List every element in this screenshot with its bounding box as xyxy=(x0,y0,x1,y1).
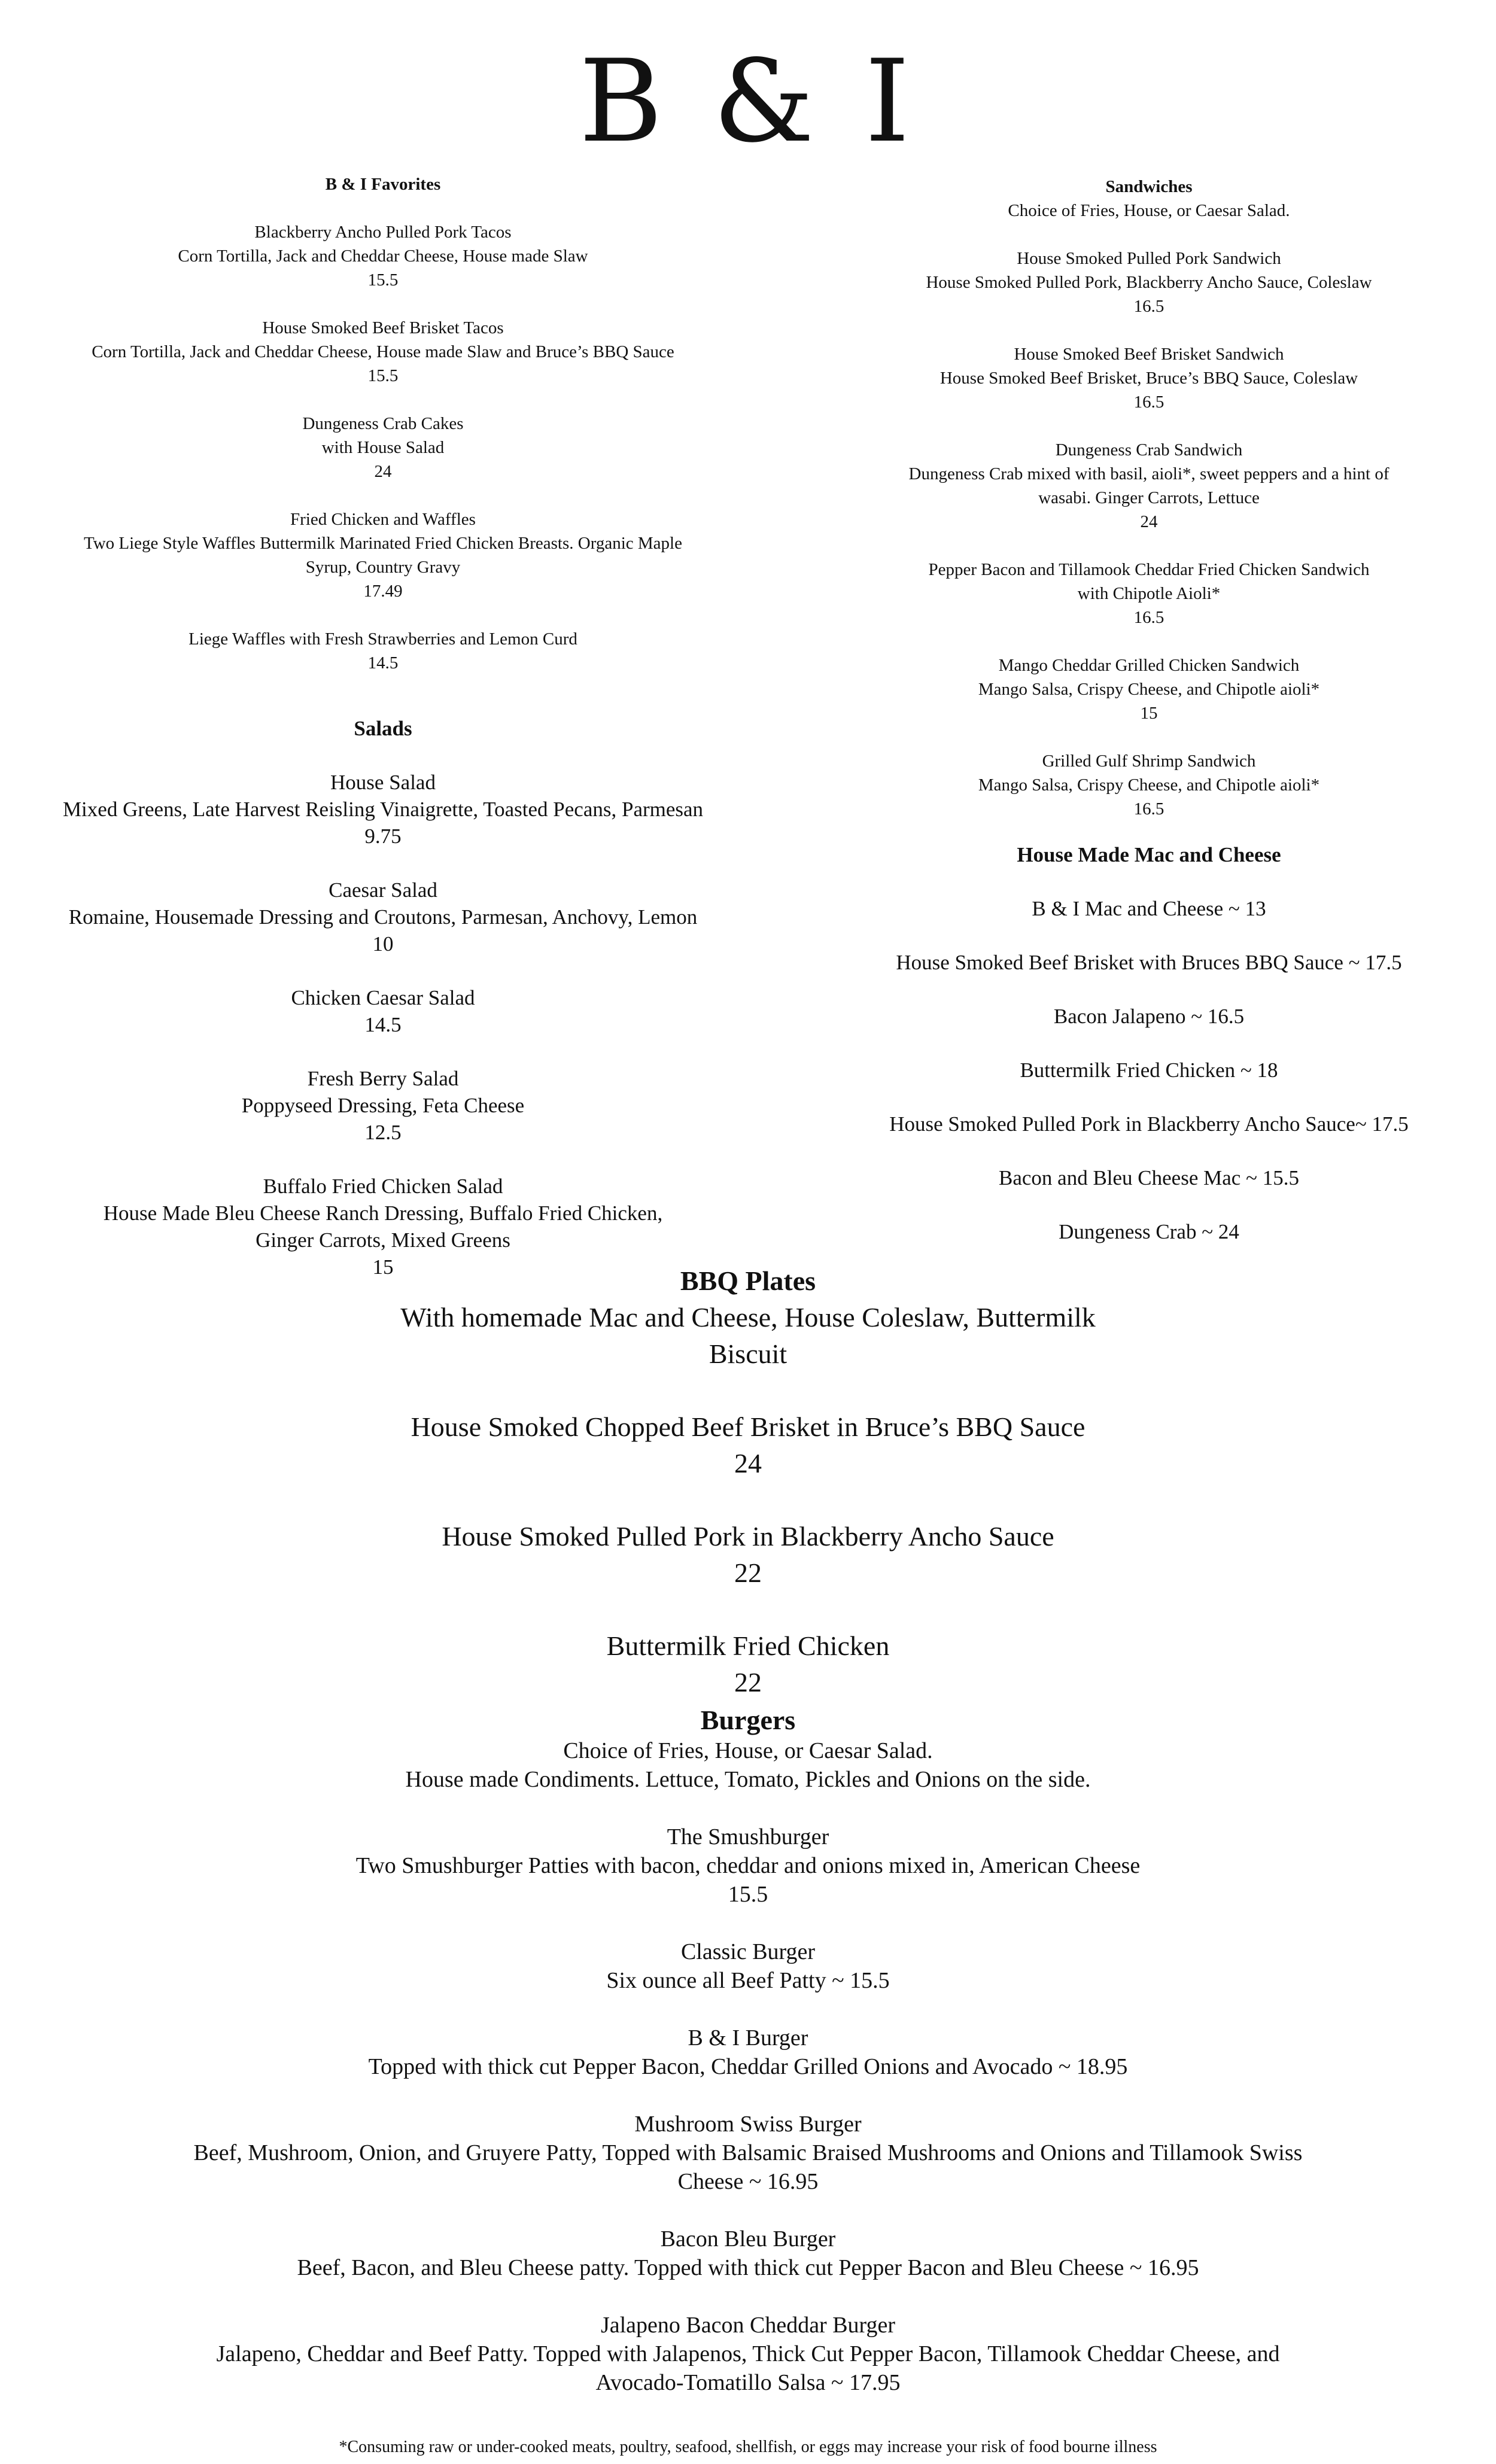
menu-item xyxy=(850,749,1448,821)
item-name: Mango Cheddar Grilled Chicken Sandwich xyxy=(998,656,1300,675)
mac-title: House Made Mac and Cheese xyxy=(1017,843,1281,866)
item-name: Jalapeno Bacon Cheddar Burger xyxy=(600,2313,896,2338)
item-description: Beef, Bacon, and Bleu Cheese patty. Topped with thick cut Pepper Bacon and Bleu Cheese ~ 16.95 xyxy=(297,2255,1199,2280)
menu-item xyxy=(60,1409,1436,1482)
item-name: House Smoked Beef Brisket Sandwich xyxy=(1014,345,1284,364)
menu-item xyxy=(850,342,1448,414)
food-safety-footnote: *Consuming raw or under-cooked meats, poultry, seafood, shellfish, or eggs may increase your risk of food bourne illness xyxy=(339,2438,1157,2456)
salads-title: Salads xyxy=(354,717,412,740)
burgers-subtitle: House made Condiments. Lettuce, Tomato, Pickles and Onions on the side. xyxy=(405,1767,1091,1792)
item-price: 24 xyxy=(734,1448,762,1479)
sandwiches-section xyxy=(850,175,1448,821)
item-name: Dungeness Crab Cakes xyxy=(302,414,464,433)
burgers-section xyxy=(60,1704,1436,2397)
item-price: 16.5 xyxy=(1133,297,1164,316)
item-name: Pepper Bacon and Tillamook Cheddar Fried Chicken Sandwich xyxy=(928,560,1370,579)
item-name: Liege Waffles with Fresh Strawberries and Lemon Curd xyxy=(188,629,577,649)
item-description: wasabi. Ginger Carrots, Lettuce xyxy=(1038,488,1260,507)
burgers-subtitle: Choice of Fries, House, or Caesar Salad. xyxy=(563,1738,933,1763)
item-description: Corn Tortilla, Jack and Cheddar Cheese, House made Slaw xyxy=(178,247,588,266)
item-description: House Made Bleu Cheese Ranch Dressing, Buffalo Fried Chicken, xyxy=(103,1201,663,1225)
item-description: Jalapeno, Cheddar and Beef Patty. Topped with Jalapenos, Thick Cut Pepper Bacon, Tillamook Cheddar Cheese, and xyxy=(216,2341,1280,2366)
menu-item xyxy=(850,438,1448,534)
item-description: Two Smushburger Patties with bacon, cheddar and onions mixed in, American Cheese xyxy=(355,1853,1141,1878)
burgers-title: Burgers xyxy=(700,1705,796,1735)
item-name: Dungeness Crab Sandwich xyxy=(1055,440,1243,460)
item-name: Fried Chicken and Waffles xyxy=(290,510,476,529)
menu-item xyxy=(60,2110,1436,2196)
mac-section xyxy=(850,841,1448,1245)
menu-item: House Smoked Beef Brisket with Bruces BBQ Sauce ~ 17.5 xyxy=(896,951,1402,974)
item-name: Grilled Gulf Shrimp Sandwich xyxy=(1042,752,1256,771)
item-description: Poppyseed Dressing, Feta Cheese xyxy=(241,1094,525,1117)
menu-item: House Smoked Pulled Pork in Blackberry Ancho Sauce~ 17.5 xyxy=(889,1112,1409,1136)
item-price: 15 xyxy=(1140,704,1158,723)
item-price: 10 xyxy=(372,932,394,956)
menu-item xyxy=(60,1823,1436,1909)
item-price: 24 xyxy=(1140,512,1158,531)
item-name: Caesar Salad xyxy=(329,878,437,902)
sandwiches-title: Sandwiches xyxy=(1105,177,1193,196)
item-name: Bacon Bleu Burger xyxy=(660,2226,836,2252)
item-price: 12.5 xyxy=(364,1121,402,1144)
menu-item xyxy=(60,2225,1436,2282)
menu-item xyxy=(36,984,730,1038)
item-name: Fresh Berry Salad xyxy=(307,1067,459,1090)
menu-item: Bacon and Bleu Cheese Mac ~ 15.5 xyxy=(999,1166,1299,1190)
menu-item: Bacon Jalapeno ~ 16.5 xyxy=(1053,1005,1245,1028)
item-price: 16.5 xyxy=(1133,608,1164,627)
menu-item xyxy=(36,627,730,675)
item-name: B & I Burger xyxy=(688,2025,808,2051)
bbq-subtitle: With homemade Mac and Cheese, House Coleslaw, Buttermilk xyxy=(400,1302,1096,1333)
restaurant-logo: B & I xyxy=(579,35,917,168)
salads-section xyxy=(36,715,730,1280)
item-price: 15.5 xyxy=(367,270,399,290)
menu-item xyxy=(36,1065,730,1146)
item-price: 22 xyxy=(734,1558,762,1588)
item-name: Chicken Caesar Salad xyxy=(291,986,475,1009)
menu-item: B & I Mac and Cheese ~ 13 xyxy=(1032,897,1266,920)
item-description: Dungeness Crab mixed with basil, aioli*, sweet peppers and a hint of xyxy=(908,464,1389,483)
menu-item xyxy=(60,2024,1436,2081)
menu-item xyxy=(36,412,730,483)
item-price: 15.5 xyxy=(367,366,399,385)
item-price: 22 xyxy=(734,1667,762,1698)
item-description: Beef, Mushroom, Onion, and Gruyere Patty, Topped with Balsamic Braised Mushrooms and Onions and Tillamook Swiss xyxy=(193,2140,1303,2165)
item-description: Ginger Carrots, Mixed Greens xyxy=(256,1228,510,1252)
bbq-subtitle: Biscuit xyxy=(709,1339,787,1369)
item-name: House Smoked Chopped Beef Brisket in Bruce’s BBQ Sauce xyxy=(411,1412,1085,1442)
item-name: House Smoked Beef Brisket Tacos xyxy=(262,318,504,337)
menu-item xyxy=(60,2311,1436,2397)
item-price: 15 xyxy=(372,1255,394,1279)
menu-item xyxy=(36,877,730,957)
item-description: Topped with thick cut Pepper Bacon, Cheddar Grilled Onions and Avocado ~ 18.95 xyxy=(368,2054,1128,2079)
item-description: Avocado-Tomatillo Salsa ~ 17.95 xyxy=(595,2370,901,2395)
menu-item xyxy=(36,507,730,603)
favorites-title: B & I Favorites xyxy=(325,175,441,194)
item-price: 14.5 xyxy=(364,1013,402,1036)
item-name: House Smoked Pulled Pork in Blackberry Ancho Sauce xyxy=(442,1521,1054,1552)
menu-item: Buttermilk Fried Chicken ~ 18 xyxy=(1020,1058,1278,1082)
menu-item: Dungeness Crab ~ 24 xyxy=(1059,1220,1239,1243)
item-price: 16.5 xyxy=(1133,799,1164,819)
item-price: 9.75 xyxy=(364,825,402,848)
item-price: 15.5 xyxy=(728,1882,768,1907)
item-description: Two Liege Style Waffles Buttermilk Marinated Fried Chicken Breasts. Organic Maple xyxy=(84,534,682,553)
item-name: Blackberry Ancho Pulled Pork Tacos xyxy=(254,223,512,242)
menu-item xyxy=(850,247,1448,318)
item-name: House Smoked Pulled Pork Sandwich xyxy=(1017,249,1281,268)
menu-item xyxy=(36,769,730,850)
item-description: with House Salad xyxy=(321,438,445,457)
menu-item xyxy=(60,1937,1436,1995)
item-name: Classic Burger xyxy=(680,1939,816,1964)
menu-item xyxy=(36,220,730,292)
item-price: 24 xyxy=(374,462,392,481)
menu-item xyxy=(60,1628,1436,1701)
item-description: House Smoked Beef Brisket, Bruce’s BBQ Sauce, Coleslaw xyxy=(939,369,1358,388)
item-price: 17.49 xyxy=(363,582,403,601)
bbq-section xyxy=(60,1263,1436,1701)
bbq-title: BBQ Plates xyxy=(680,1266,816,1296)
item-name: Buffalo Fried Chicken Salad xyxy=(263,1175,503,1198)
item-description: Corn Tortilla, Jack and Cheddar Cheese, House made Slaw and Bruce’s BBQ Sauce xyxy=(92,342,674,361)
item-name: Mushroom Swiss Burger xyxy=(634,2112,862,2137)
item-name: House Salad xyxy=(330,771,436,794)
item-name: The Smushburger xyxy=(667,1824,829,1849)
sandwiches-subtitle: Choice of Fries, House, or Caesar Salad. xyxy=(1008,201,1290,220)
item-price: 14.5 xyxy=(367,653,399,673)
favorites-section xyxy=(36,172,730,675)
item-description: Syrup, Country Gravy xyxy=(305,558,461,577)
item-description: Cheese ~ 16.95 xyxy=(677,2169,819,2194)
item-name: Buttermilk Fried Chicken xyxy=(606,1631,890,1661)
menu-item xyxy=(850,653,1448,725)
item-description: Romaine, Housemade Dressing and Croutons, Parmesan, Anchovy, Lemon xyxy=(68,905,698,929)
item-description: Mango Salsa, Crispy Cheese, and Chipotle aioli* xyxy=(978,775,1320,795)
item-description: Mixed Greens, Late Harvest Reisling Vinaigrette, Toasted Pecans, Parmesan xyxy=(62,798,704,821)
item-description: House Smoked Pulled Pork, Blackberry Ancho Sauce, Coleslaw xyxy=(926,273,1372,292)
menu-item xyxy=(60,1518,1436,1591)
item-description: Six ounce all Beef Patty ~ 15.5 xyxy=(606,1968,890,1993)
item-description: with Chipotle Aioli* xyxy=(1077,584,1221,603)
menu-item xyxy=(36,316,730,388)
menu-item xyxy=(850,558,1448,629)
item-description: Mango Salsa, Crispy Cheese, and Chipotle aioli* xyxy=(978,680,1320,699)
item-price: 16.5 xyxy=(1133,393,1164,412)
